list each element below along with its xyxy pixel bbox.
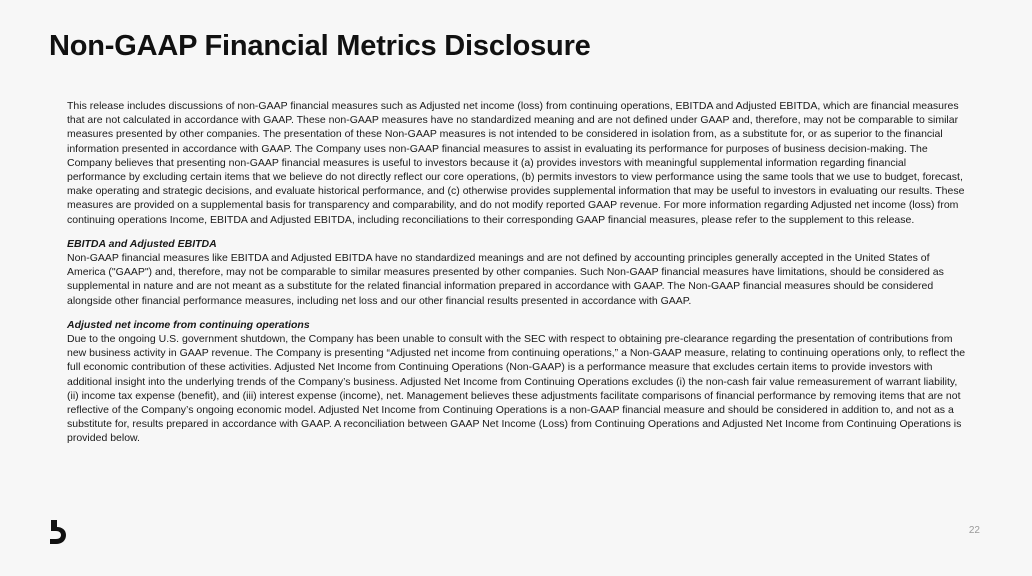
page-title: Non-GAAP Financial Metrics Disclosure xyxy=(49,30,591,62)
section-heading-ebitda: EBITDA and Adjusted EBITDA xyxy=(67,237,217,250)
section-text-adjusted-net-income: Due to the ongoing U.S. government shutdown, the Company has been unable to consult with the SEC with respect to obtaining pre-clearance regarding the presentation of contributions from new business activity in GAAP revenue. The Company is presenting “Adjusted net income from continuing operations,” a Non-GAAP measure, relating to continuing operations only, to reflect the full economic contribution of these activities. Adjusted Net Income from Continuing Operations (Non-GAAP) is a performance measure that excludes certain items to provide investors with additional insight into the underlying trends of the Company’s business. Adjusted Net Income from Continuing Operations excludes (i) the non-cash fair value remeasurement of warrant liability, (ii) income tax expense (benefit), and (iii) interest expense (income), net. Management believes these adjustments facilitate comparisons of financial performance by removing items that are not reflective of the Company’s ongoing economic model. Adjusted Net Income from Continuing Operations is a non-GAAP financial measure and should be considered in addition to, and not as a substitute for, results prepared in accordance with GAAP. A reconciliation between GAAP Net Income (Loss) from Continuing Operations and Adjusted Net Income from Continuing Operations is provided below. xyxy=(67,333,966,445)
section-text-ebitda: Non-GAAP financial measures like EBITDA and Adjusted EBITDA have no standardized meanings and are not defined by accounting principles generally accepted in the United States of America ("GAAP") and, therefore, may not be comparable to similar measures presented by other companies. Such Non-GAAP financial measures have limitations, should be considered as supplemental in nature and are not meant as a substitute for the related financial information prepared in accordance with GAAP. The Non-GAAP financial measures should be considered alongside other financial performance measures, including net loss and our other financial results presented in accordance with GAAP. xyxy=(67,252,944,307)
intro-paragraph: This release includes discussions of non-GAAP financial measures such as Adjusted net income (loss) from continuing operations, EBITDA and Adjusted EBITDA, which are financial measures that are not calculated in accordance with GAAP. These non-GAAP measures have no standardized meaning and are not defined under GAAP and, therefore, may not be comparable to similar measures presented by other companies. The presentation of these Non-GAAP measures is not intended to be considered in isolation from, as a substitute for, or as superior to the financial information presented in accordance with GAAP. The Company uses non-GAAP financial measures to assist in evaluating its performance for purposes of business decision-making. The Company believes that presenting non-GAAP financial measures is useful to investors because it (a) provides investors with meaningful supplemental information regarding financial performance by excluding certain items that we believe do not directly reflect our core operations, (b) permits investors to view performance using the same tools that we use to budget, forecast, make operating and strategic decisions, and evaluate historical performance, and (c) otherwise provides supplemental information that may be useful to investors in evaluating our results. These measures are provided on a supplemental basis for transparency and comparability, and do not modify reported GAAP revenue. For more information regarding Adjusted net income (loss) from continuing operations Income, EBITDA and Adjusted EBITDA, including reconciliations to their corresponding GAAP financial measures, please refer to the supplement to this release. xyxy=(67,100,965,226)
page-number: 22 xyxy=(968,525,980,536)
section-heading-adjusted-net-income: Adjusted net income from continuing operations xyxy=(67,318,310,331)
brand-logo-icon xyxy=(48,519,68,545)
disclosure-body xyxy=(67,99,967,446)
